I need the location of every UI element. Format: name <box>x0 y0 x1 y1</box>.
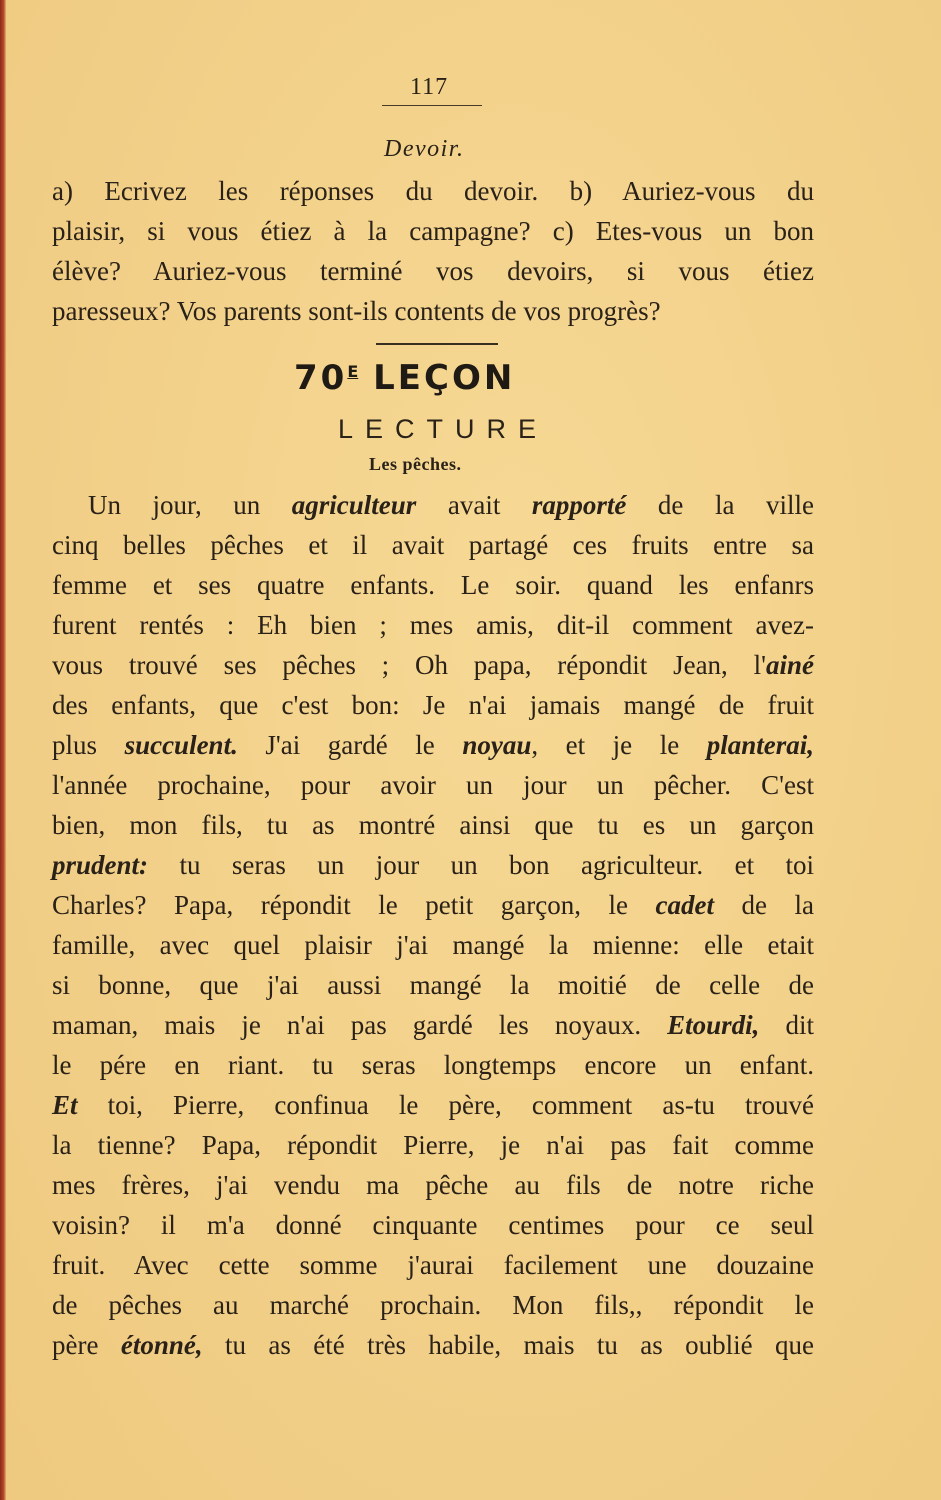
vocabulary-word: prudent: <box>52 850 149 880</box>
story-text-segment: Charles? Papa, répondit le petit garçon, le <box>52 890 656 920</box>
vocabulary-word: Et <box>52 1090 78 1120</box>
lesson-number-suffix: E <box>347 362 359 381</box>
devoir-paragraph <box>52 171 814 331</box>
story-line <box>52 965 814 1005</box>
story-text-segment: cinq belles pêches et il avait partagé ces fruits entre sa <box>52 530 814 560</box>
story-text-segment: de la ville <box>626 490 814 520</box>
vocabulary-word: planterai, <box>706 730 814 760</box>
story-text-segment: bien, mon fils, tu as montré ainsi que tu es un garçon <box>52 810 814 840</box>
story-text-segment: le pére en riant. tu seras longtemps encore un enfant. <box>52 1050 814 1080</box>
story-line <box>52 685 814 725</box>
story-line <box>52 645 814 685</box>
story-text-segment: vous trouvé ses pêches ; Oh papa, répondit Jean, l' <box>52 650 766 680</box>
story-line <box>52 525 814 565</box>
story-line <box>52 565 814 605</box>
vocabulary-word: Etourdi, <box>667 1010 760 1040</box>
story-text-segment: , et je le <box>531 730 707 760</box>
story-text-segment: maman, mais je n'ai pas gardé les noyaux. <box>52 1010 668 1040</box>
devoir-title: Devoir. <box>384 136 465 162</box>
vocabulary-word: cadet <box>655 890 714 920</box>
story-text-segment: la tienne? Papa, répondit Pierre, je n'ai pas fait comme <box>52 1130 814 1160</box>
page-number-rule <box>382 105 482 106</box>
story-text-segment: plus <box>52 730 125 760</box>
vocabulary-word: ainé <box>765 650 814 680</box>
story-text-segment: voisin? il m'a donné cinquante centimes pour ce seul <box>52 1210 814 1240</box>
lesson-subheading: LECTURE <box>338 414 549 444</box>
story-text-segment: de pêches au marché prochain. Mon fils,, répondit le <box>52 1290 814 1320</box>
story-line <box>52 1045 814 1085</box>
story-title: Les pêches. <box>369 454 462 474</box>
story-text-segment: fruit. Avec cette somme j'aurai facilement une douzaine <box>52 1250 814 1280</box>
story-line <box>52 1085 814 1125</box>
story-line <box>52 485 814 525</box>
page-number: 117 <box>410 74 449 100</box>
lesson-word: LEÇON <box>373 358 516 398</box>
book-spine-edge <box>0 0 6 1500</box>
story-line <box>52 1005 814 1045</box>
story-text-segment: J'ai gardé le <box>237 730 463 760</box>
devoir-line: plaisir, si vous étiez à la campagne? c) Etes-vous un bon <box>52 216 814 246</box>
story-line <box>52 1245 814 1285</box>
story-line <box>52 605 814 645</box>
story-text-segment: de la <box>713 890 814 920</box>
story-text-segment: des enfants, que c'est bon: Je n'ai jamais mangé de fruit <box>52 690 814 720</box>
story-line <box>52 1165 814 1205</box>
story-text-segment: l'année prochaine, pour avoir un jour un pêcher. C'est <box>52 770 814 800</box>
story-line <box>52 725 814 765</box>
devoir-line: a) Ecrivez les réponses du devoir. b) Auriez-vous du <box>52 176 814 206</box>
devoir-line: paresseux? Vos parents sont-ils contents de vos progrès? <box>52 296 661 326</box>
vocabulary-word: succulent. <box>124 730 238 760</box>
story-text-segment: tu as été très habile, mais tu as oublié que <box>202 1330 814 1360</box>
story-text-segment: père <box>52 1330 121 1360</box>
story-text-segment: toi, Pierre, confinua le père, comment as-tu trouvé <box>77 1090 814 1120</box>
story-text-segment: avait <box>416 490 532 520</box>
vocabulary-word: noyau <box>462 730 532 760</box>
vocabulary-word: agriculteur <box>291 490 417 520</box>
story-text-segment: mes frères, j'ai vendu ma pêche au fils de notre riche <box>52 1170 814 1200</box>
vocabulary-word: rapporté <box>531 490 627 520</box>
story-text-segment: famille, avec quel plaisir j'ai mangé la mienne: elle etait <box>52 930 814 960</box>
story-line <box>52 765 814 805</box>
story-line <box>52 805 814 845</box>
story-text-segment: Un jour, un <box>88 490 292 520</box>
story-text-segment: furent rentés : Eh bien ; mes amis, dit-il comment avez- <box>52 610 814 640</box>
devoir-line: élève? Auriez-vous terminé vos devoirs, si vous étiez <box>52 256 814 286</box>
story-line <box>52 1205 814 1245</box>
story-paragraph <box>52 485 814 1365</box>
lesson-number: 70 <box>294 358 348 398</box>
story-line <box>52 1325 814 1365</box>
story-line <box>52 1285 814 1325</box>
story-line <box>52 925 814 965</box>
story-text-segment: tu seras un jour un bon agriculteur. et toi <box>148 850 814 880</box>
story-line <box>52 885 814 925</box>
story-text-segment: dit <box>759 1010 814 1040</box>
story-text-segment: si bonne, que j'ai aussi mangé la moitié de celle de <box>52 970 814 1000</box>
lesson-heading <box>294 358 515 398</box>
story-line <box>52 1125 814 1165</box>
story-text-segment: femme et ses quatre enfants. Le soir. quand les enfanrs <box>52 570 814 600</box>
section-divider <box>376 343 498 345</box>
vocabulary-word: étonné, <box>120 1330 203 1360</box>
story-line <box>52 845 814 885</box>
